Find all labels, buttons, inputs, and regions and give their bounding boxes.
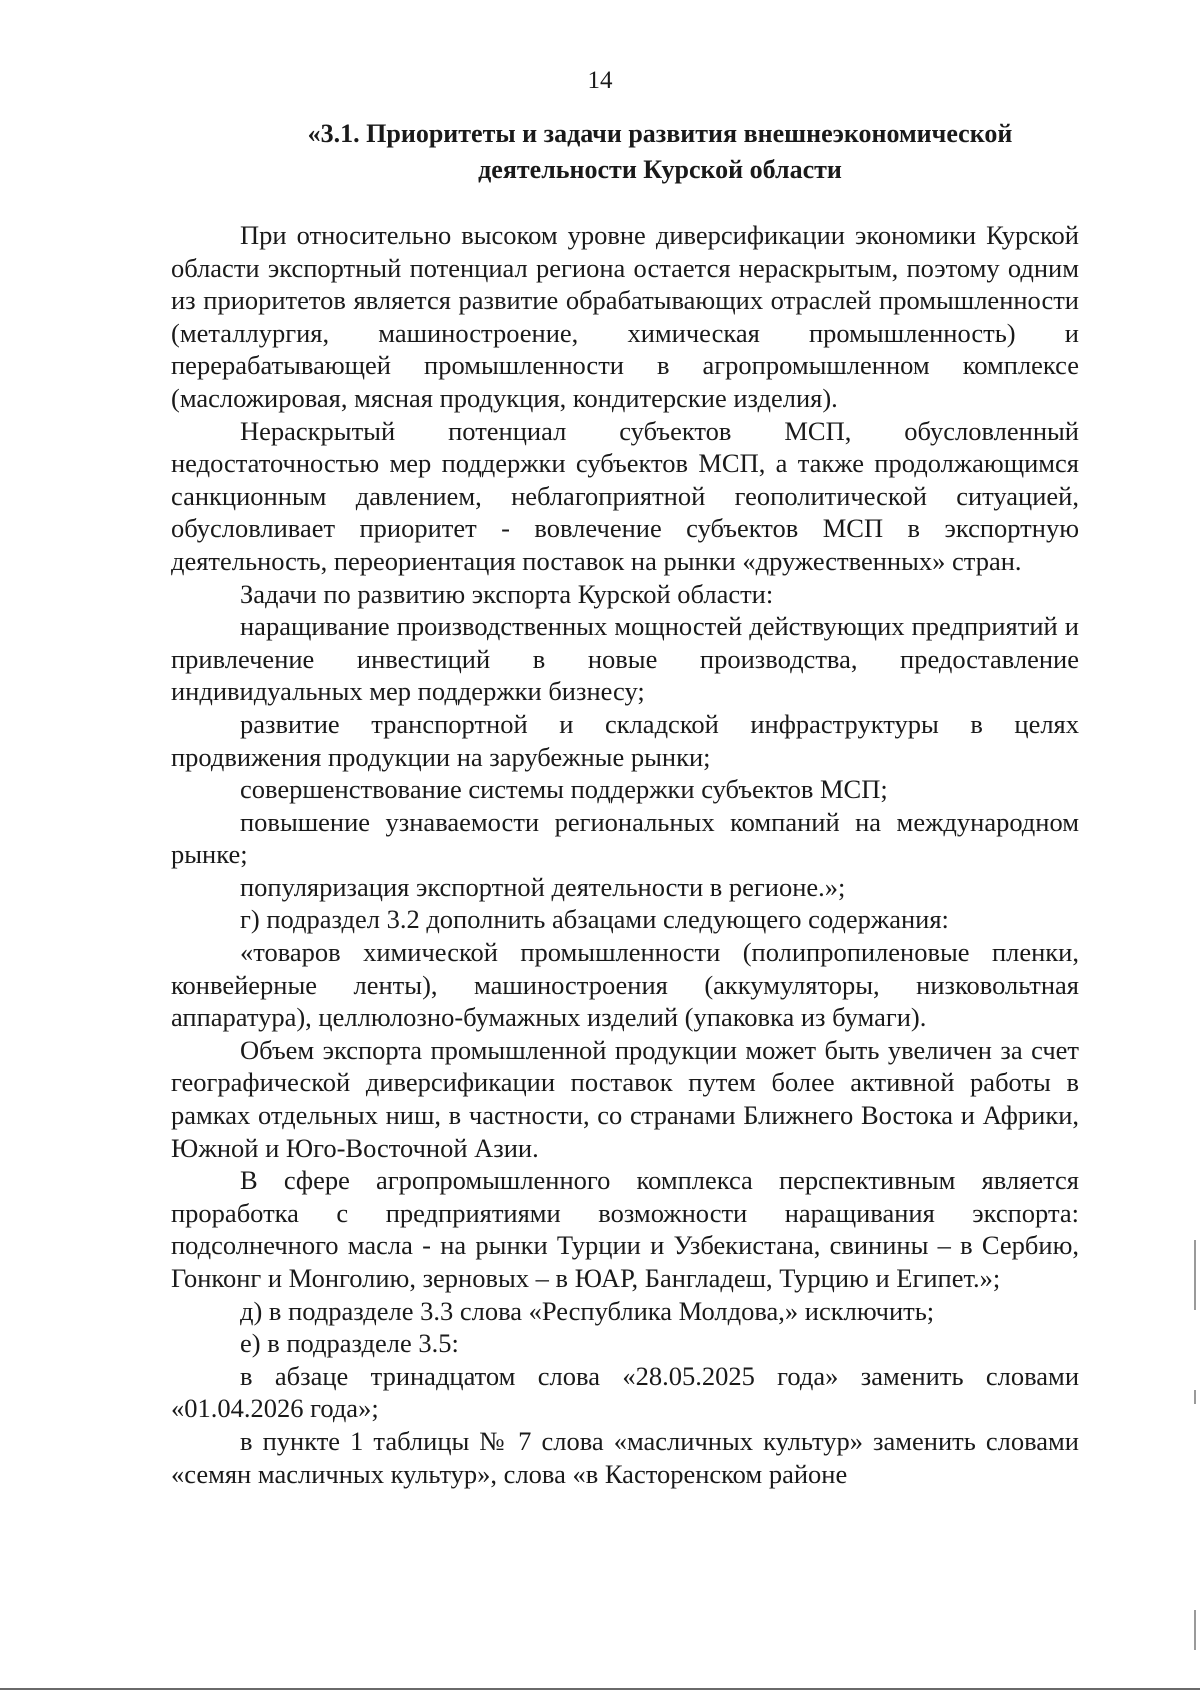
section-title-line-1: «3.1. Приоритеты и задачи развития внешнеэкономической: [307, 119, 1013, 148]
section-title-line-2: деятельности Курской области: [478, 155, 842, 184]
scan-edge-mark: [1194, 1240, 1196, 1310]
paragraph: Объем экспорта промышленной продукции может быть увеличен за счет географической диверсификации поставок путем более активной работы в рамках отдельных ниш, в частности, со странами Ближнего Востока и Африки, Южной и Юго-Восточной Азии.: [171, 1034, 1079, 1163]
paragraph: Задачи по развитию экспорта Курской области:: [240, 578, 774, 609]
paragraph: совершенствование системы поддержки субъектов МСП;: [240, 774, 888, 805]
body-text: [171, 219, 1079, 1490]
paragraph: В сфере агропромышленного комплекса перспективным является проработка с предприятиями возможности наращивания экспорта: подсолнечного масла - на рынки Турции и Узбекистана, свинины – в Сербию, Гонконг и Монголию, зерновых – в ЮАР, Бангладеш, Турцию и Египет.»;: [171, 1165, 1079, 1293]
paragraph: г) подраздел 3.2 дополнить абзацами следующего содержания:: [240, 904, 949, 935]
paragraph: в абзаце тринадцатом слова «28.05.2025 года» заменить словами «01.04.2026 года»;: [171, 1360, 1079, 1424]
page-number: 14: [587, 67, 613, 94]
paragraph: Нераскрытый потенциал субъектов МСП, обусловленный недостаточностью мер поддержки субъектов МСП, а также продолжающимся санкционным давлением, неблагоприятной геополитической ситуацией, обусловливает приоритет - вовлечение субъектов МСП в экспортную деятельность, переориентация поставок на рынки «дружественных» стран.: [171, 415, 1079, 576]
paragraph: е) в подразделе 3.5:: [240, 1328, 459, 1359]
paragraph: повышение узнаваемости региональных компаний на международном рынке;: [171, 806, 1079, 870]
paragraph: наращивание производственных мощностей действующих предприятий и привлечение инвестиций в новые производства, предоставление индивидуальных мер поддержки бизнесу;: [171, 611, 1079, 707]
scan-edge-mark: [1194, 1390, 1196, 1404]
section-title: [240, 116, 1080, 188]
paragraph: д) в подразделе 3.3 слова «Республика Молдова,» исключить;: [240, 1295, 935, 1326]
scan-edge-mark: [1194, 1610, 1196, 1650]
paragraph: в пункте 1 таблицы № 7 слова «масличных культур» заменить словами «семян масличных культур», слова «в Касторенском районе: [171, 1425, 1079, 1489]
paragraph: «товаров химической промышленности (полипропиленовые пленки, конвейерные ленты), машиностроения (аккумуляторы, низковольтная аппаратура), целлюлозно-бумажных изделий (упаковка из бумаги).: [171, 937, 1079, 1033]
paragraph: При относительно высоком уровне диверсификации экономики Курской области экспортный потенциал региона остается нераскрытым, поэтому одним из приоритетов является развитие обрабатывающих отраслей промышленности (металлургия, машиностроение, химическая промышленность) и перерабатывающей промышленности в агропромышленном комплексе (масложировая, мясная продукция, кондитерские изделия).: [171, 220, 1079, 413]
paragraph: популяризация экспортной деятельности в регионе.»;: [240, 871, 846, 902]
paragraph: развитие транспортной и складской инфраструктуры в целях продвижения продукции на зарубежные рынки;: [171, 708, 1079, 772]
scan-bottom-edge: [0, 1688, 1200, 1690]
